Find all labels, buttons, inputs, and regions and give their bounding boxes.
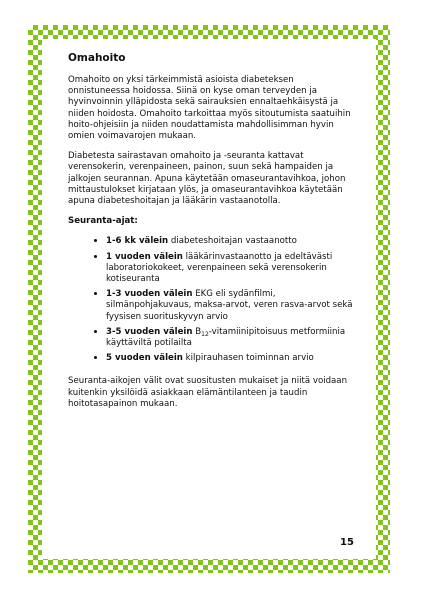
intro-paragraph: Omahoito on yksi tärkeimmistä asioista diabeteksen onnistuneessa hoidossa. Siinä on kyse oman terveyden ja hyvinvoinnin ylläpidosta sekä sairauksien ennaltaehkäisystä ja niiden hoidosta. Omahoito tarkoittaa myös sitoutumista saatuihin hoito-ohjeisiin ja niiden noudattamista mahdollisimman hyvin omien voimavarojen mukaan. bbox=[68, 75, 351, 142]
list-item: • 1-6 kk välein diabeteshoitajan vastaanotto bbox=[106, 235, 358, 247]
list-item: • 1 vuoden välein lääkärinvastaanotto ja edeltävästi laboratoriokokeet, verenpaineen sekä verensokerin kotiseuranta bbox=[106, 251, 358, 286]
document-body bbox=[68, 52, 358, 419]
schedule-heading: Seuranta-ajat: bbox=[68, 216, 138, 227]
monitoring-paragraph: Diabetesta sairastavan omahoito ja -seuranta kattavat verensokerin, verenpaineen, painon, suun sekä hampaiden ja jalkojen seurannan. Apuna käytetään omaseurantavihkoa, johon mittaustulokset kirjataan ylös, ja omaseurantavihkoa käytetään apuna diabeteshoitajan ja lääkärin vastaanotolla. bbox=[68, 151, 346, 207]
closing-paragraph: Seuranta-aikojen välit ovat suositusten mukaiset ja niitä voidaan kuitenkin yksilöidä asiakkaan elämäntilanteen ja taudin hoitotasapainon mukaan. bbox=[68, 376, 348, 409]
list-item: • 3-5 vuoden välein $B_{12}$-vitamiinipitoisuus metformiinia käyttäviltä potilailta bbox=[106, 326, 358, 349]
schedule-list bbox=[68, 235, 358, 364]
list-item: • 1-3 vuoden välein EKG eli sydänfilmi, silmänpohjakuvaus, maksa-arvot, veren rasva-arvot sekä fyysisen suorituskyvyn arvio bbox=[106, 288, 358, 323]
section-title: Omahoito bbox=[68, 52, 126, 64]
page-number: 15 bbox=[340, 537, 354, 548]
list-item: • 5 vuoden välein kilpirauhasen toiminnan arvio bbox=[106, 352, 358, 364]
